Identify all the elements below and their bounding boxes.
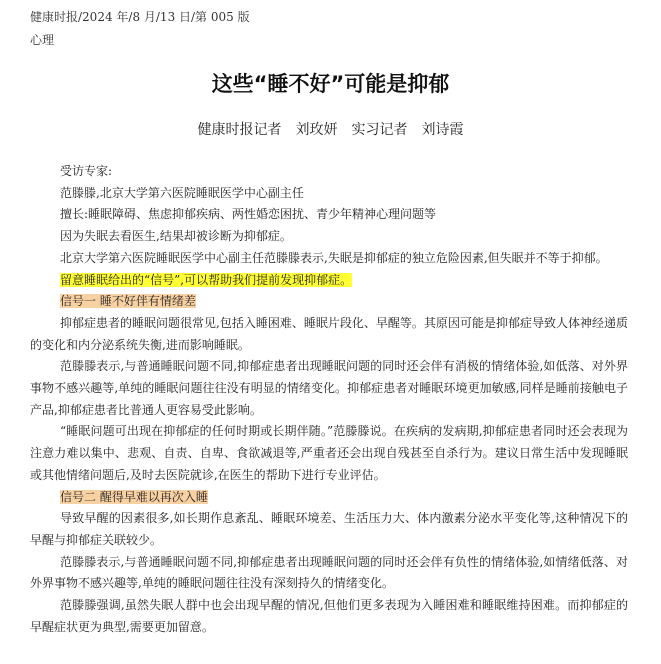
article-title: 这些“睡不好”可能是抑郁 [211,72,450,96]
paragraph: 抑郁症患者的睡眠问题很常见,包括入睡困难、睡眠片段化、早醒等。其原因可能是抑郁症导致人体神经递质的变化和内分泌系统失衡,进而影响睡眠。 [30,315,628,352]
page-cutoff [0,654,661,664]
section-label: 心理 [30,33,55,47]
section-heading-signal-1: 信号一 睡不好伴有情绪差 [60,294,196,309]
paragraph: 因为失眠去看医生,结果却被诊断为抑郁症。 [60,229,292,244]
expert-specialty: 擅长:睡眠障碍、焦虑抑郁疾病、两性婚恋困扰、青少年精神心理问题等 [60,207,437,222]
paragraph: 导致早醒的因素很多,如长期作息紊乱、睡眠环境差、生活压力大、体内激素分泌水平变化等,这种情况下的早醒与抑郁症关联较少。 [30,511,628,547]
paragraph: 范滕滕表示,与普通睡眠问题不同,抑郁症患者出现睡眠问题的同时还会伴有消极的情绪体验,如低落、对外界事物不感兴趣等,单纯的睡眠问题往往没有明显的情绪变化。抑郁症患者对睡眠环境更加敏感,同样是睡前接触电子产品,抑郁症患者比普通人更容易受此影响。 [30,359,628,417]
article-byline: 健康时报记者 刘玫妍 实习记者 刘诗霞 [197,122,464,138]
expert-name: 范滕滕,北京大学第六医院睡眠医学中心副主任 [60,185,304,200]
paragraph: 范滕滕强调,虽然失眠人群中也会出现早醒的情况,但他们更多表现为入睡困难和睡眠维持困难。而抑郁症的早醒症状更为典型,需要更加留意。 [30,598,628,634]
expert-intro: 受访专家: [60,164,113,178]
section-heading-signal-2: 信号二 醒得早难以再次入睡 [60,489,208,504]
source-line: 健康时报/2024 年/8 月/13 日/第 005 版 [30,10,250,24]
paragraph: 北京大学第六医院睡眠医学中心副主任范滕滕表示,失眠是抑郁症的独立危险因素,但失眠并不等于抑郁。 [60,250,608,265]
highlighted-lead: 留意睡眠给出的“信号”,可以帮助我们提前发现抑郁症。 [60,272,353,287]
article-body [30,161,628,638]
paragraph: “睡眠问题可出现在抑郁症的任何时期或长期伴随。”范滕滕说。在疾病的发病期,抑郁症患者同时还会表现为注意力难以集中、悲观、自责、自卑、食欲减退等,严重者还会出现自残甚至自杀行为。建议日常生活中发现睡眠或其他情绪问题后,及时去医院就诊,在医生的帮助下进行专业评估。 [30,424,628,482]
paragraph: 范滕滕表示,与普通睡眠问题不同,抑郁症患者出现睡眠问题的同时还会伴有负性的情绪体验,如情绪低落、对外界事物不感兴趣等,单纯的睡眠问题往往没有深刻持久的情绪变化。 [30,554,628,591]
